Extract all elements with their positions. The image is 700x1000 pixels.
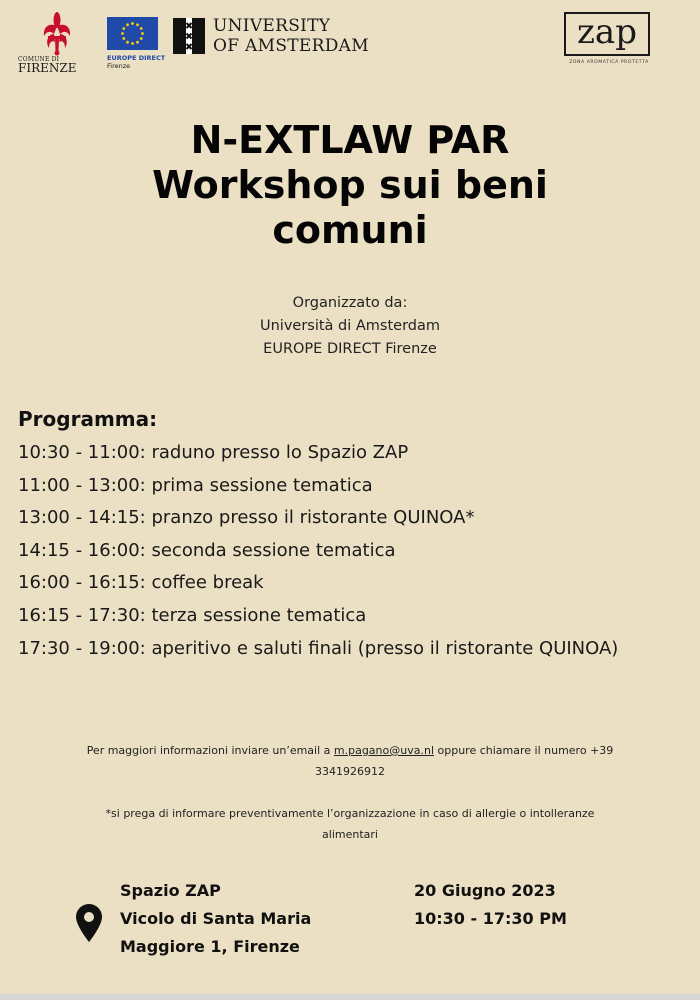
europe-direct-logo-city: Firenze [107,62,131,70]
venue-city: Maggiore 1, Firenze [120,937,300,956]
organizer-label: Organizzato da: [292,295,408,311]
venue-name: Spazio ZAP [120,881,221,900]
program-item: 11:00 - 13:00: prima sessione tematica [18,474,373,496]
europe-direct-logo [107,17,167,77]
title-line-2: Workshop sui beni [152,163,548,207]
event-date-time [414,877,674,933]
uva-logo-line2: OF AMSTERDAM [213,36,369,56]
title-line-3: comuni [272,208,428,252]
amsterdam-crest-icon [173,18,205,54]
event-date: 20 Giugno 2023 [414,881,556,900]
bottom-divider [0,994,700,1000]
program-section [18,405,688,663]
title-line-1: N-EXTLAW PAR [190,118,510,162]
allergy-note: *si prega di informare preventivamente l’organizzazione in caso di allergie o intolleranze alimentari [105,807,595,841]
firenze-logo-small-text: COMUNE DI [18,56,60,63]
university-of-amsterdam-logo [173,16,369,58]
zap-logo-subtitle: ZONA AROMATICA PROTETTA [569,60,649,65]
program-item: 13:00 - 14:15: pranzo presso il ristorante QUINOA* [18,507,475,528]
organizer-europe-direct: EUROPE DIRECT Firenze [263,341,437,357]
venue-address [120,877,380,961]
contact-email-link[interactable]: m.pagano@uva.nl [333,744,434,757]
europe-direct-logo-text: EUROPE DIRECT [107,54,166,62]
venue-street: Vicolo di Santa Maria [120,909,312,928]
program-item: 17:30 - 19:00: aperitivo e saluti finali (presso il ristorante QUINOA) [18,638,619,659]
program-item: 14:15 - 16:00: seconda sessione tematica [18,539,396,561]
program-heading: Programma: [18,407,158,431]
uva-logo-line1: UNIVERSITY [213,16,331,36]
zap-logo-word: zap [577,12,637,52]
organizer-block [0,292,700,361]
page-title [0,118,700,253]
florence-lily-icon [40,12,74,56]
location-pin-icon [76,904,102,942]
eu-flag-icon [107,17,158,50]
program-item: 16:15 - 17:30: terza sessione tematica [18,604,367,626]
event-time: 10:30 - 17:30 PM [414,909,567,928]
firenze-logo-big-text: FIRENZE [18,61,77,75]
program-item: 10:30 - 11:00: raduno presso lo Spazio ZAP [18,442,409,463]
zap-logo [564,12,654,68]
contact-info-after: oppure chiamare il numero +39 3341926912 [315,744,614,778]
program-item: 16:00 - 16:15: coffee break [18,572,264,593]
contact-info [80,740,620,782]
organizer-uva: Università di Amsterdam [259,318,441,334]
comune-di-firenze-logo [18,12,96,74]
contact-info-before: Per maggiori informazioni inviare un’email a [86,744,334,757]
